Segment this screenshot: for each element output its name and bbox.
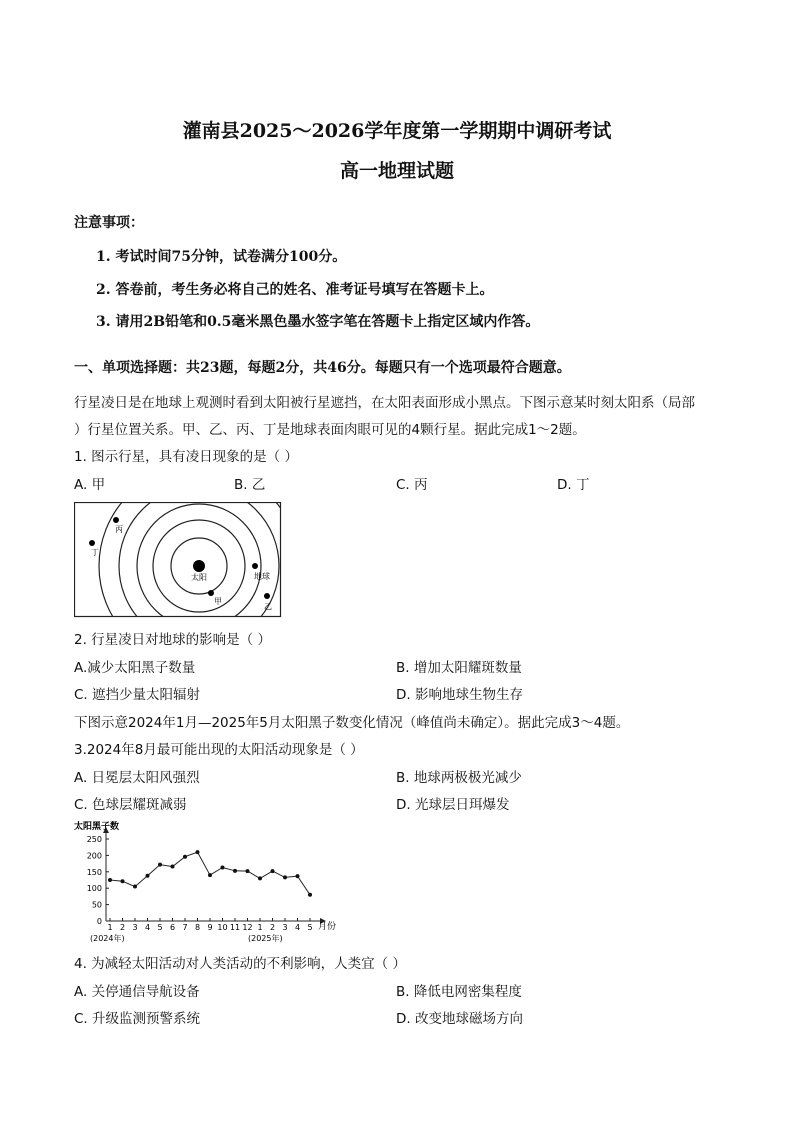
- y-tick-label: 250: [86, 835, 102, 844]
- data-point: [233, 869, 237, 873]
- y-tick-label: 100: [86, 884, 102, 894]
- data-point: [158, 863, 162, 867]
- q4-option-d: D. 改变地球磁场方向: [396, 1011, 523, 1027]
- x-tick-label: 4: [294, 923, 301, 932]
- q2-option-c: C. 遮挡少量太阳辐射: [74, 687, 201, 703]
- bing-marker: [113, 517, 119, 523]
- data-point: [121, 879, 125, 883]
- data-point: [246, 869, 250, 873]
- data-point: [308, 893, 312, 897]
- q2-option-b: B. 增加太阳耀斑数量: [396, 660, 522, 676]
- q3-option-b: B. 地球两极极光减少: [396, 770, 522, 786]
- q4-option-a: A. 关停通信导航设备: [74, 984, 200, 1000]
- x-tick-label: 11: [229, 923, 241, 932]
- chart-xlabel: 月份: [318, 922, 337, 932]
- passage1-line2: ）行星位置关系。甲、乙、丙、丁是地球表面肉眼可见的4颗行星。据此完成1～2题。: [74, 422, 586, 438]
- chart-ylabel: 太阳黑子数: [74, 822, 120, 832]
- y-tick-label: 0: [96, 917, 102, 926]
- sunspot-chart: [66, 817, 356, 945]
- x-tick-label: 7: [182, 923, 188, 932]
- passage1-line1: 行星凌日是在地球上观测时看到太阳被行星遮挡，在太阳表面形成小黑点。下图示意某时刻太阳系（局部: [74, 395, 695, 411]
- sun-label: 太阳: [191, 573, 207, 582]
- y-tick-label: 200: [86, 851, 102, 861]
- q1-option-a: A. 甲: [74, 477, 106, 493]
- orbit-figure: [74, 502, 284, 619]
- data-point: [296, 874, 300, 878]
- q4-option-b: B. 降低电网密集程度: [396, 984, 522, 1000]
- q2-stem: 2. 行星凌日对地球的影响是（ ）: [74, 632, 271, 648]
- section-heading: 一、单项选择题：共23题，每题2分，共46分。每题只有一个选项最符合题意。: [74, 360, 571, 376]
- data-point: [196, 850, 200, 854]
- earth-label: 地球: [254, 572, 270, 581]
- q2-option-a: A.减少太阳黑子数量: [74, 660, 196, 676]
- data-point: [221, 866, 225, 870]
- data-point: [208, 873, 212, 877]
- data-point: [283, 875, 287, 879]
- x-tick-label: 3: [132, 923, 138, 932]
- q3-option-d: D. 光球层日珥爆发: [396, 797, 510, 813]
- exam-subtitle: 高一地理试题: [339, 160, 454, 182]
- data-point: [271, 869, 275, 873]
- data-point: [133, 885, 137, 889]
- jia-marker: [208, 590, 214, 596]
- earth-marker: [252, 563, 258, 569]
- data-point: [108, 878, 112, 882]
- ding-label: 丁: [91, 548, 99, 557]
- bing-label: 丙: [115, 525, 123, 534]
- q3-stem: 3.2024年8月最可能出现的太阳活动现象是（ ）: [74, 742, 364, 758]
- x-tick-label: 3: [282, 923, 288, 932]
- ding-marker: [89, 540, 95, 546]
- year-label-2024: (2024年): [90, 934, 125, 943]
- x-tick-label: 6: [169, 923, 176, 932]
- x-tick-label: 4: [144, 923, 151, 932]
- notice-item-1: 1. 考试时间75分钟，试卷满分100分。: [96, 249, 347, 265]
- data-point: [183, 855, 187, 859]
- year-label-2025: (2025年): [248, 934, 283, 943]
- q4-option-c: C. 升级监测预警系统: [74, 1011, 201, 1027]
- x-tick-label: 1: [107, 923, 113, 932]
- x-tick-label: 2: [119, 923, 126, 932]
- passage2-line1: 下图示意2024年1月—2025年5月太阳黑子数变化情况（峰值尚未确定）。据此完成3～4题。: [74, 715, 630, 731]
- data-point: [171, 865, 175, 869]
- x-tick-label: 9: [207, 923, 213, 932]
- q1-stem: 1. 图示行星，具有凌日现象的是（ ）: [74, 449, 298, 465]
- exam-title: 灌南县2025～2026学年度第一学期期中调研考试: [182, 120, 612, 142]
- q2-option-d: D. 影响地球生物生存: [396, 687, 523, 703]
- q3-option-c: C. 色球层耀斑减弱: [74, 797, 187, 813]
- q4-stem: 4. 为减轻太阳活动对人类活动的不利影响，人类宜（ ）: [74, 956, 406, 972]
- y-tick-label: 50: [91, 900, 102, 910]
- x-tick-label: 8: [194, 923, 201, 932]
- data-point: [146, 874, 150, 878]
- q3-option-a: A. 日冕层太阳风强烈: [74, 770, 200, 786]
- figure-frame: [75, 503, 281, 617]
- x-tick-label: 2: [269, 923, 276, 932]
- q1-option-c: C. 丙: [396, 477, 428, 493]
- sun-marker: [193, 560, 205, 572]
- yi-marker: [264, 593, 270, 599]
- x-tick-label: 12: [242, 923, 253, 932]
- jia-label: 甲: [214, 597, 222, 606]
- notice-item-3: 3. 请用2B铅笔和0.5毫米黑色墨水签字笔在答题卡上指定区域内作答。: [96, 314, 540, 330]
- q1-option-d: D. 丁: [557, 477, 590, 493]
- x-tick-label: 10: [217, 923, 228, 932]
- y-tick-label: 150: [86, 867, 102, 877]
- q1-option-b: B. 乙: [234, 477, 266, 493]
- notice-item-2: 2. 答卷前，考生务必将自己的姓名、准考证号填写在答题卡上。: [96, 282, 494, 298]
- x-tick-label: 5: [307, 923, 313, 932]
- x-tick-label: 5: [157, 923, 163, 932]
- yi-label: 乙: [264, 602, 272, 611]
- notice-heading: 注意事项：: [74, 215, 144, 231]
- x-tick-label: 1: [257, 923, 263, 932]
- data-point: [258, 876, 262, 880]
